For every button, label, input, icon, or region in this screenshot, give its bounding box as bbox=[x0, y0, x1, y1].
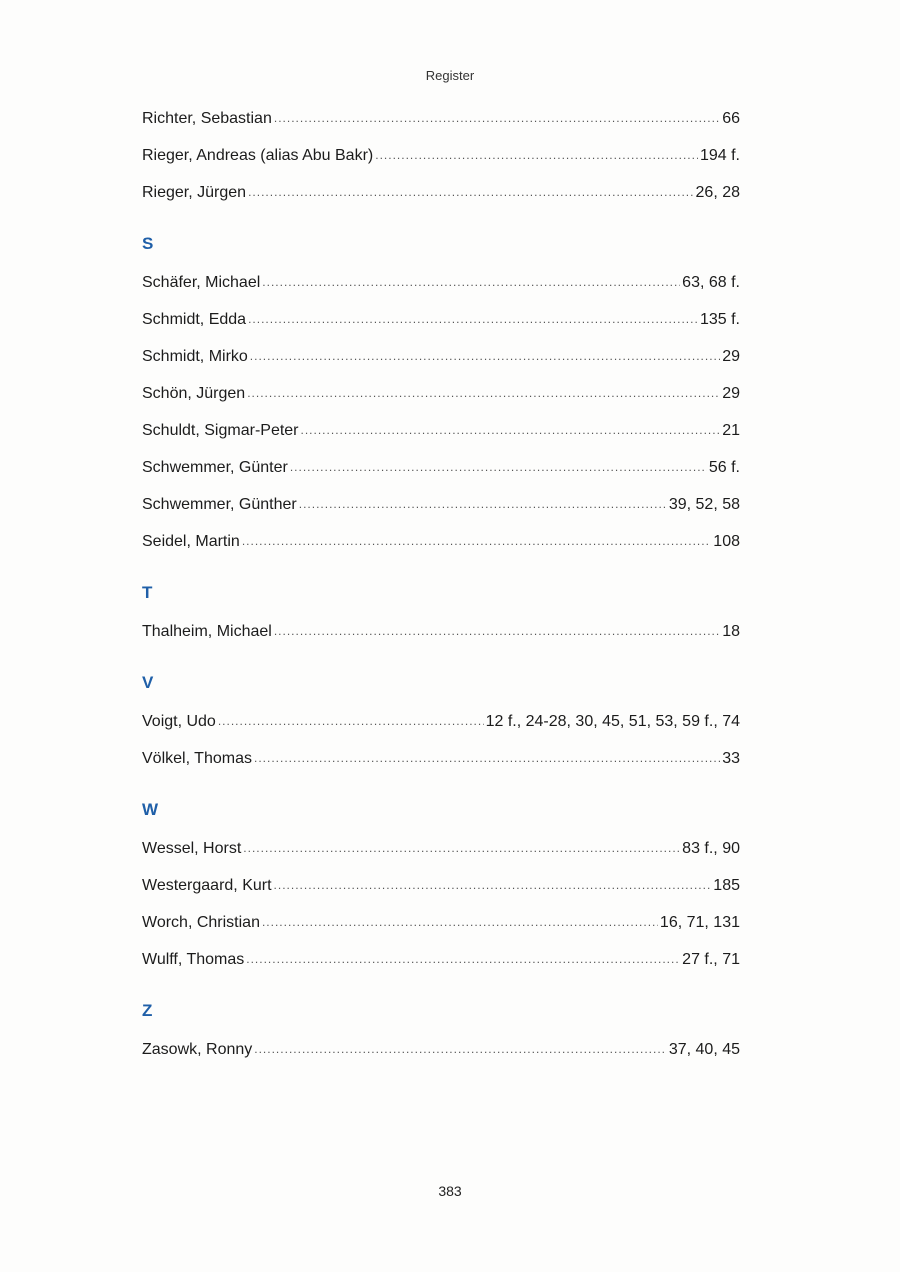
entry-pages: 194 f. bbox=[699, 147, 740, 164]
entry-name: Zasowk, Ronny bbox=[142, 1041, 253, 1058]
dot-leader bbox=[274, 620, 720, 642]
entry-pages: 29 bbox=[722, 385, 740, 402]
index-entry bbox=[142, 383, 740, 420]
dot-leader bbox=[254, 1038, 667, 1060]
dot-leader bbox=[248, 308, 698, 330]
dot-leader bbox=[242, 530, 711, 552]
entry-name: Schön, Jürgen bbox=[142, 385, 246, 402]
index-entry bbox=[142, 531, 740, 568]
entry-pages: 29 bbox=[722, 348, 740, 365]
entry-name: Schmidt, Edda bbox=[142, 311, 247, 328]
entry-pages: 108 bbox=[713, 533, 740, 550]
entry-name: Schwemmer, Günter bbox=[142, 459, 288, 476]
entry-name: Schuldt, Sigmar-Peter bbox=[142, 422, 299, 439]
dot-leader bbox=[274, 107, 720, 129]
index-entry bbox=[142, 182, 740, 219]
index-entry bbox=[142, 145, 740, 182]
entry-pages: 135 f. bbox=[699, 311, 740, 328]
entry-name: Westergaard, Kurt bbox=[142, 877, 272, 894]
entry-name: Voigt, Udo bbox=[142, 713, 216, 730]
entry-name: Schäfer, Michael bbox=[142, 274, 261, 291]
entry-name: Wulff, Thomas bbox=[142, 951, 245, 968]
entry-pages: 27 f., 71 bbox=[682, 951, 740, 968]
entry-pages: 56 f. bbox=[708, 459, 740, 476]
dot-leader bbox=[248, 181, 693, 203]
entry-pages: 185 bbox=[713, 877, 740, 894]
dot-leader bbox=[246, 948, 680, 970]
index-entry bbox=[142, 949, 740, 986]
dot-leader bbox=[262, 271, 680, 293]
entry-pages: 37, 40, 45 bbox=[668, 1041, 740, 1058]
dot-leader bbox=[250, 345, 720, 367]
entry-name: Worch, Christian bbox=[142, 914, 260, 931]
section-letter: Z bbox=[142, 1001, 153, 1020]
index-entry bbox=[142, 838, 740, 875]
entry-name: Schwemmer, Günther bbox=[142, 496, 297, 513]
index-entry bbox=[142, 346, 740, 383]
index-entry bbox=[142, 621, 740, 658]
entry-pages: 26, 28 bbox=[695, 184, 740, 201]
running-header: Register bbox=[425, 68, 475, 83]
dot-leader bbox=[375, 144, 698, 166]
dot-leader bbox=[243, 837, 680, 859]
entry-name: Völkel, Thomas bbox=[142, 750, 252, 767]
dot-leader bbox=[299, 493, 667, 515]
index-entry bbox=[142, 272, 740, 309]
entry-pages: 16, 71, 131 bbox=[659, 914, 740, 931]
index-entry bbox=[142, 912, 740, 949]
index-entry bbox=[142, 494, 740, 531]
index-entry bbox=[142, 309, 740, 346]
section-letter: S bbox=[142, 234, 154, 253]
entry-pages: 21 bbox=[722, 422, 740, 439]
entry-name: Thalheim, Michael bbox=[142, 623, 272, 640]
dot-leader bbox=[247, 382, 720, 404]
index-entry bbox=[142, 875, 740, 912]
dot-leader bbox=[301, 419, 721, 441]
page-number: 383 bbox=[438, 1183, 462, 1199]
entry-pages: 83 f., 90 bbox=[682, 840, 740, 857]
dot-leader bbox=[274, 874, 712, 896]
entry-pages: 33 bbox=[722, 750, 740, 767]
section-letter: V bbox=[142, 673, 154, 692]
entry-name: Seidel, Martin bbox=[142, 533, 240, 550]
dot-leader bbox=[262, 911, 658, 933]
entry-name: Wessel, Horst bbox=[142, 840, 242, 857]
index-entry bbox=[142, 711, 740, 748]
entry-name: Rieger, Jürgen bbox=[142, 184, 247, 201]
index-entry bbox=[142, 748, 740, 785]
index-entry bbox=[142, 420, 740, 457]
entry-pages: 66 bbox=[722, 110, 740, 127]
dot-leader bbox=[290, 456, 707, 478]
dot-leader bbox=[254, 747, 720, 769]
section-letter: T bbox=[142, 583, 153, 602]
entry-name: Schmidt, Mirko bbox=[142, 348, 248, 365]
entry-name: Rieger, Andreas (alias Abu Bakr) bbox=[142, 147, 374, 164]
index-register bbox=[142, 108, 740, 1076]
entry-pages: 63, 68 f. bbox=[682, 274, 740, 291]
index-entry bbox=[142, 457, 740, 494]
index-entry bbox=[142, 108, 740, 145]
entry-pages: 12 f., 24-28, 30, 45, 51, 53, 59 f., 74 bbox=[485, 713, 740, 730]
entry-pages: 39, 52, 58 bbox=[668, 496, 740, 513]
index-entry bbox=[142, 1039, 740, 1076]
entry-pages: 18 bbox=[722, 623, 740, 640]
dot-leader bbox=[218, 710, 484, 732]
section-letter: W bbox=[142, 800, 159, 819]
entry-name: Richter, Sebastian bbox=[142, 110, 272, 127]
